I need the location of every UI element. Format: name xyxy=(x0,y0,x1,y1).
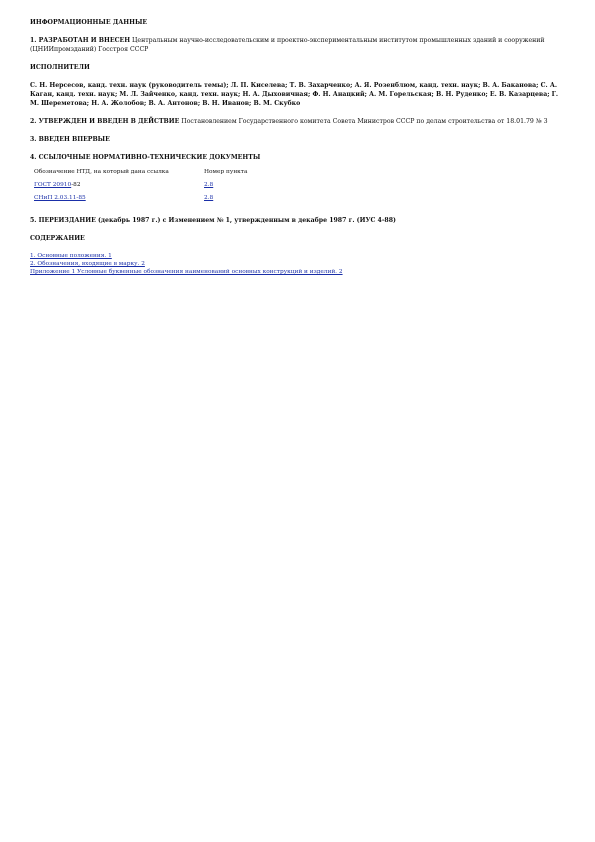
point-link[interactable]: 2.8 xyxy=(204,182,214,188)
item-1-lead: 1. РАЗРАБОТАН И ВНЕСЕН xyxy=(30,37,131,44)
item-4-references: 4. ССЫЛОЧНЫЕ НОРМАТИВНО-ТЕХНИЧЕСКИЕ ДОКУМЕНТЫ xyxy=(30,154,261,161)
point-link[interactable]: 2.8 xyxy=(204,195,214,201)
item-1-text: Центральным научно-исследовательским и проектно-экспериментальным институтом промышленных зданий и сооружений (ЦНИИпромзданий) Госстроя СССР xyxy=(30,37,545,53)
item-1-developed xyxy=(30,36,565,54)
item-2-approved xyxy=(30,117,565,126)
item-2-lead: 2. УТВЕРЖДЕН И ВВЕДЕН В ДЕЙСТВИЕ xyxy=(30,118,180,125)
table-cell-point xyxy=(204,181,253,194)
table-header-point: Номер пункта xyxy=(204,169,248,175)
table-row xyxy=(34,181,253,194)
doc-suffix: -82 xyxy=(71,182,81,188)
item-5-reissue: 5. ПЕРЕИЗДАНИЕ (декабрь 1987 г.) с Изменением № 1, утвержденным в декабре 1987 г. (ИУС 4-88) xyxy=(30,217,396,224)
doc-link[interactable]: ГОСТ 20910 xyxy=(34,182,72,188)
toc-link[interactable]: 1. Основные положения. 1 xyxy=(30,253,112,259)
executors-list: С. Н. Нерсесов, канд. техн. наук (руководитель темы); Л. П. Киселева; Т. В. Захарченко; А. Я. Розенблюм, канд. техн. наук; В. А. Баканова; С. А. Каган, канд. техн. наук; М. Л. Зайченко, канд. техн. наук; Н. А. Дыховичная; Ф. Н. Анацкий; А. М. Горельская; В. Н. Руденко; Е. В. Казарцева; Г. М. Шереметова; Н. А. Жолобов; В. А. Антонов; В. Н. Иванов; В. М. Скубко xyxy=(30,82,559,107)
table-cell-point xyxy=(204,194,253,207)
references-table xyxy=(34,168,253,207)
table-cell-doc xyxy=(34,181,204,194)
executors-heading: ИСПОЛНИТЕЛИ xyxy=(30,64,90,71)
table-header-doc: Обозначение НТД, на который дана ссылка xyxy=(34,169,169,175)
item-2-text: Постановлением Государственного комитета Совета Министров СССР по делам строительства от 18.01.79 № 3 xyxy=(179,118,548,125)
table-row xyxy=(34,194,253,207)
info-title: ИНФОРМАЦИОННЫЕ ДАННЫЕ xyxy=(30,19,148,26)
toc-link[interactable]: 2. Обозначения, входящие в марку. 2 xyxy=(30,261,145,267)
item-3-introduced: 3. ВВЕДЕН ВПЕРВЫЕ xyxy=(30,136,110,143)
document-page xyxy=(30,18,565,276)
toc-link[interactable]: Приложение 1 Условные буквенные обозначения наименований основных конструкций и изделий. 2 xyxy=(30,269,343,275)
table-of-contents xyxy=(30,252,565,276)
doc-link[interactable]: СНиП 2.03.11-85 xyxy=(34,195,86,201)
contents-heading: СОДЕРЖАНИЕ xyxy=(30,235,85,242)
table-cell-doc xyxy=(34,194,204,207)
table-header-row xyxy=(34,168,253,181)
